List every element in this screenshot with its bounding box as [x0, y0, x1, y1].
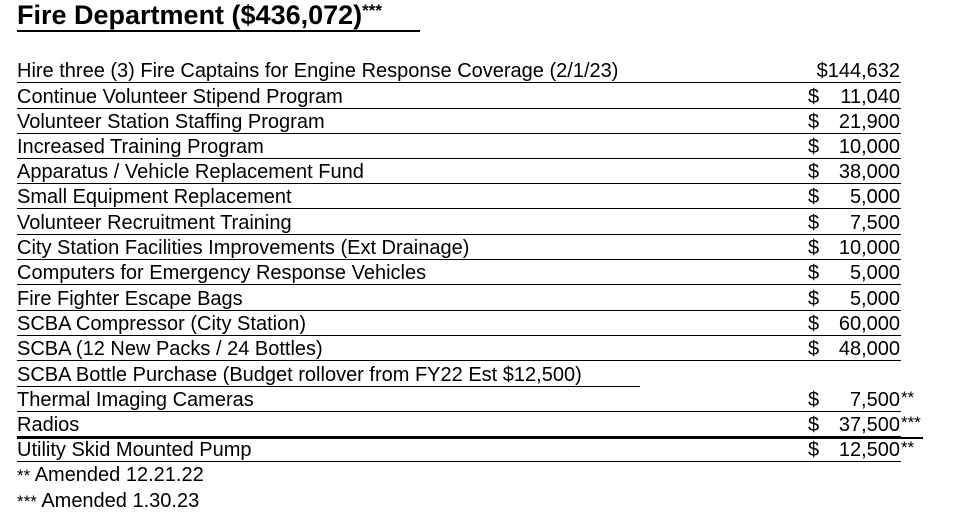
item-label: SCBA (12 New Packs / 24 Bottles): [17, 338, 323, 360]
page-title: [17, 0, 382, 31]
row-rule: [17, 386, 640, 387]
title-underline: [17, 30, 420, 32]
amount-currency: $: [808, 389, 820, 411]
row-rule: [17, 234, 901, 235]
amount-currency: $: [808, 288, 820, 310]
item-label: Volunteer Station Staffing Program: [17, 111, 325, 133]
amount-value: 5,000: [849, 262, 900, 284]
amount-value: 7,500: [849, 212, 900, 234]
amount-currency: $: [808, 237, 820, 259]
amount-value: 12,500: [838, 439, 900, 461]
row-rule: [17, 461, 901, 462]
item-label: Increased Training Program: [17, 136, 264, 158]
title-text: Fire Department ($436,072): [17, 0, 363, 30]
row-rule: [17, 411, 901, 412]
amount-currency: $: [808, 313, 820, 335]
section-separator: [17, 437, 923, 439]
amount-currency: $: [808, 186, 820, 208]
item-label: SCBA Compressor (City Station): [17, 313, 306, 335]
row-rule: [17, 82, 901, 83]
amount-value: 5,000: [849, 288, 900, 310]
amendment-marker: ***: [901, 413, 921, 432]
amount-currency: $: [808, 414, 820, 436]
item-label: Small Equipment Replacement: [17, 186, 292, 208]
amendment-marker: **: [901, 388, 915, 407]
item-label: Apparatus / Vehicle Replacement Fund: [17, 161, 364, 183]
amount-value: 11,040: [840, 86, 900, 108]
amount-value: 48,000: [838, 338, 900, 360]
footnote-marker: ***: [17, 492, 37, 511]
item-label: Hire three (3) Fire Captains for Engine Response Coverage (2/1/23): [17, 60, 619, 82]
item-label: Computers for Emergency Response Vehicles: [17, 262, 427, 284]
row-rule: [17, 284, 901, 285]
item-label: City Station Facilities Improvements (Ext Drainage): [17, 237, 470, 259]
amount-currency: $: [808, 86, 820, 108]
amount-value: $144,632: [816, 60, 900, 82]
amount-value: 38,000: [838, 161, 900, 183]
row-rule: [17, 208, 901, 209]
footnote-amended-1: [17, 463, 204, 488]
row-rule: [17, 133, 901, 134]
item-label: Thermal Imaging Cameras: [17, 389, 254, 411]
row-rule: [17, 335, 901, 336]
item-label: Volunteer Recruitment Training: [17, 212, 292, 234]
row-rule: [17, 310, 901, 311]
row-rule: [17, 183, 901, 184]
footnote-text: Amended 12.21.22: [34, 464, 204, 486]
amount-currency: $: [808, 338, 820, 360]
item-label: Fire Fighter Escape Bags: [17, 288, 243, 310]
row-rule: [17, 158, 901, 159]
footnote-amended-2: [17, 489, 199, 514]
footnote-marker: **: [17, 466, 31, 485]
amount-value: 37,500: [838, 414, 900, 436]
amount-value: 10,000: [838, 237, 900, 259]
item-label: Utility Skid Mounted Pump: [17, 439, 252, 461]
footnote-text: Amended 1.30.23: [41, 490, 200, 512]
amount-value: 5,000: [849, 186, 900, 208]
amount-currency: $: [808, 161, 820, 183]
item-label: Radios: [17, 414, 80, 436]
amount-currency: $: [808, 111, 820, 133]
title-amendment-marker: ***: [362, 1, 383, 20]
amount-currency: $: [808, 212, 820, 234]
row-rule: [17, 259, 901, 260]
amount-currency: $: [808, 439, 820, 461]
amount-currency: $: [808, 136, 820, 158]
amendment-marker: **: [901, 438, 915, 457]
amount-value: 60,000: [838, 313, 900, 335]
row-rule: [17, 360, 901, 361]
amount-value: 7,500: [849, 389, 900, 411]
amount-value: 21,900: [838, 111, 900, 133]
amount-currency: $: [808, 262, 820, 284]
item-label: SCBA Bottle Purchase (Budget rollover from FY22 Est $12,500): [17, 364, 582, 386]
row-rule: [17, 108, 901, 109]
item-label: Continue Volunteer Stipend Program: [17, 86, 343, 108]
amount-value: 10,000: [838, 136, 900, 158]
